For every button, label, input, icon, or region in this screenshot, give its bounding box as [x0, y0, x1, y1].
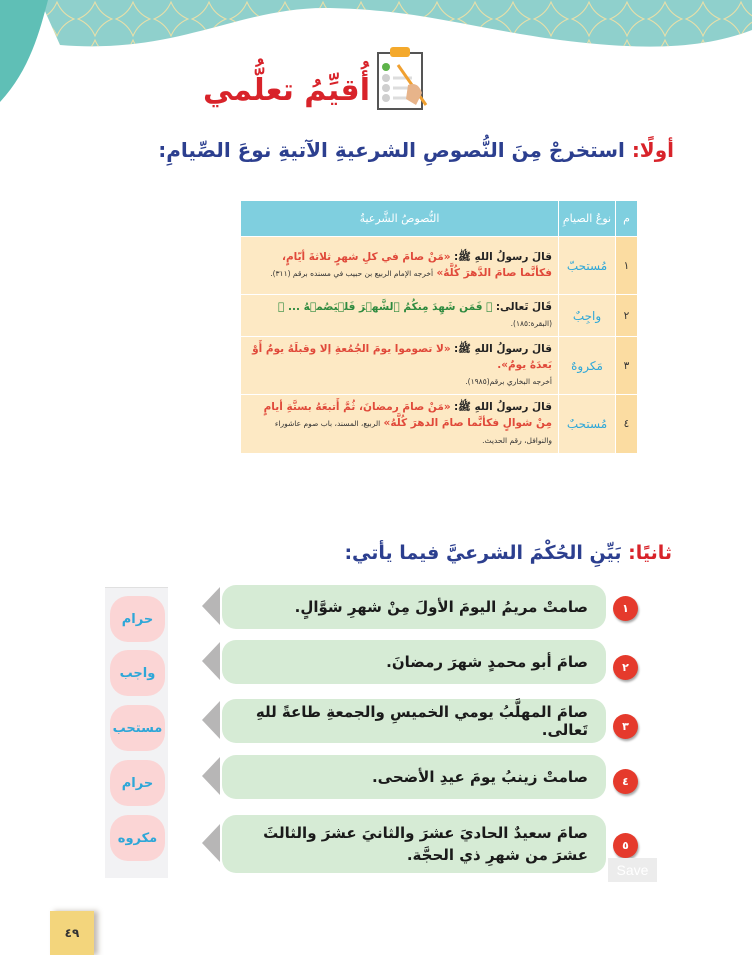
statement-text: صامَ سعيدٌ الحاديَ عشرَ والثانيَ عشرَ والثالثَ عشرَ من شهرِ ذي الحجَّة. [263, 824, 588, 864]
quran-quote: ﴿ فَمَن شَهِدَ مِنكُمُ ٱلشَّهۡرَ فَلۡيَصُمۡهُ ... ﴾ [278, 301, 493, 313]
page-title-block [200, 45, 440, 115]
table-row [241, 395, 638, 454]
section1-heading [158, 138, 674, 162]
fasting-type: مُستحبّ [559, 237, 616, 295]
section2-lead: ثانيًا: [628, 542, 672, 564]
table-header-row [241, 201, 638, 237]
statement-text: صامتْ زينبُ يومَ عيدِ الأضحى. [371, 768, 588, 786]
table-row [241, 237, 638, 295]
answer-chip[interactable]: واجب [110, 650, 165, 696]
drop-target-arrow-icon[interactable] [202, 824, 220, 862]
sharia-text [241, 295, 559, 337]
statement-text: صامَ المهلَّبُ يومي الخميسِ والجمعةِ طاعةً للهِ تَعالى. [255, 703, 588, 739]
statement-text: صامتْ مريمُ اليومَ الأولَ مِنْ شهرِ شوَّالٍ. [294, 598, 588, 616]
sharia-text [241, 237, 559, 295]
row-number: ٢ [616, 295, 638, 337]
row-number: ٤ [616, 395, 638, 454]
column-header-texts: النُّصوصُ الشَّرعيةُ [241, 201, 559, 237]
statement-2 [222, 640, 606, 684]
fasting-type: مُستحبٌ [559, 395, 616, 454]
statement-text: صامَ أبو محمدٍ شهرَ رمضانَ. [386, 653, 588, 671]
drop-target-arrow-icon[interactable] [202, 587, 220, 625]
table-row [241, 337, 638, 395]
statement-number-badge: ١ [613, 596, 638, 621]
text-intro: قَالَ تَعالى: [495, 301, 552, 313]
drop-target-arrow-icon[interactable] [202, 757, 220, 795]
hadith-quote: «لا تصوموا يومَ الجُمُعةِ إلا وقبلَهُ يومٌ أَوْ بَعدَهُ يومٌ». [252, 343, 552, 371]
page-number: ٤٩ [50, 911, 94, 955]
drop-target-arrow-icon[interactable] [202, 642, 220, 680]
row-number: ١ [616, 237, 638, 295]
section1-instruction: استخرجْ مِنَ النُّصوصِ الشرعيةِ الآتيةِ نوعَ الصِّيامِ: [158, 138, 625, 162]
table-row [241, 295, 638, 337]
section2-heading [344, 542, 672, 564]
statement-number-badge: ٢ [613, 655, 638, 680]
page-title: أُقيِّمُ تعلُّمي [202, 73, 370, 108]
statement-4 [222, 755, 606, 799]
statement-5 [222, 815, 606, 873]
statement-3 [222, 699, 606, 743]
text-reference: الربيع، المسند، باب صوم عاشوراء والنوافل، رقم الحديث. [274, 419, 552, 445]
text-reference: أخرجه البخاري برقم(١٩٨٥). [465, 377, 552, 386]
clipboard-checklist-icon [372, 45, 432, 111]
text-intro: قالَ رسولُ اللهِ ﷺ: [453, 251, 552, 263]
sharia-text [241, 337, 559, 395]
fasting-type: واجِبٌ [559, 295, 616, 337]
statement-number-badge: ٤ [613, 769, 638, 794]
sharia-texts-table [240, 200, 638, 454]
answer-options-panel [105, 587, 168, 878]
sharia-text [241, 395, 559, 454]
statement-1 [222, 585, 606, 629]
answer-chip[interactable]: مكروه [110, 815, 165, 861]
statement-number-badge: ٥ [613, 833, 638, 858]
save-button[interactable]: Save [608, 858, 657, 882]
column-header-number: م [616, 201, 638, 237]
hadith-quote: «مَنْ صامَ رمضانَ، ثُمَّ أَتبعَهُ بستَّةِ أيامٍ مِنْ شوالٍ فكأنَّما صامَ الدهرَ كُلَّهُ» [263, 401, 552, 429]
text-reference: أخرجه الإمام الربيع بن حبيب في مسنده برقم (٣١١). [270, 269, 434, 278]
answer-chip[interactable]: مستحب [110, 705, 165, 751]
text-intro: قالَ رسولُ اللهِ ﷺ: [453, 401, 552, 413]
row-number: ٣ [616, 337, 638, 395]
text-intro: قالَ رسولُ اللهِ ﷺ: [453, 343, 552, 355]
fasting-type: مَكروهٌ [559, 337, 616, 395]
column-header-fasting-type: نوعُ الصيامِ [559, 201, 616, 237]
answer-chip[interactable]: حرام [110, 760, 165, 806]
drop-target-arrow-icon[interactable] [202, 701, 220, 739]
statement-number-badge: ٣ [613, 714, 638, 739]
section1-lead: أولًا: [631, 138, 674, 162]
hadith-quote: «مَنْ صامَ في كلِ شهرٍ ثلاثةَ أيّامٍ، فكأنَّما صامَ الدَّهرَ كُلَّهُ» [281, 251, 552, 279]
text-reference: (البقرة:١٨٥). [510, 319, 552, 328]
answer-chip[interactable]: حرام [110, 596, 165, 642]
section2-instruction: بَيِّنِ الحُكْمَ الشرعيَّ فيما يأتي: [344, 542, 622, 564]
